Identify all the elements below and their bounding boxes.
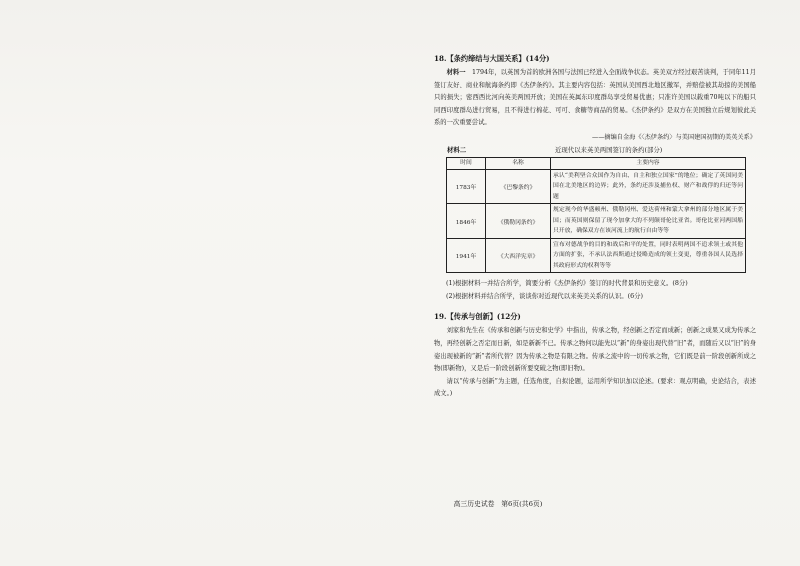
table-cell-name: 《大西洋宪章》 [486, 238, 551, 273]
page-footer: 高三历史试卷 第6页(共6页) [453, 500, 543, 508]
question-18-part-1: (1)根据材料一并结合所学，简要分析《杰伊条约》签订的时代背景和历史意义。(8分) [446, 279, 688, 288]
treaty-table [446, 157, 746, 274]
table-row [447, 238, 746, 273]
table-header-name: 名称 [486, 157, 551, 169]
table-cell-content: 规定现今的华盛顿州、俄勒冈州、爱达荷州和蒙大拿州的部分地区属于美国；而英国则保留了现今加拿大的不列颠哥伦比亚省。哥伦比亚河两国船只开放，确保双方在该河流上的航行自由等等 [551, 204, 746, 239]
table-row [447, 204, 746, 239]
table-row [447, 169, 746, 204]
question-19-heading: 19.【传承与创新】(12分) [434, 312, 521, 322]
material-2-header [434, 145, 756, 155]
table-cell-year: 1783年 [447, 169, 486, 204]
table-cell-name: 《巴黎条约》 [486, 169, 551, 204]
page-content [434, 44, 756, 401]
table-cell-year: 1941年 [447, 238, 486, 273]
table-header-content: 主要内容 [551, 157, 746, 169]
question-18-heading: 18.【条约缔结与大国关系】(14分) [434, 54, 550, 63]
material-1-paragraph [434, 67, 756, 130]
material-2-label: 材料二 [447, 145, 467, 154]
material-1-source: ——摘编自金海《〈杰伊条约〉与美国建国初期的美英关系》 [592, 133, 756, 141]
table-cell-content: 宣布对德战争的目的和战后和平的处置，同时表明两国不追求领土或其他方面的扩张，不承认法西斯通过侵略造成的领土变更，尊重各国人民选择其政府形式的权利等等 [551, 238, 746, 273]
table-cell-name: 《俄勒冈条约》 [486, 204, 551, 239]
material-1-label: 材料一 [446, 69, 466, 76]
material-2-title: 近现代以来英美两国签订的条约(部分) [555, 145, 663, 154]
question-18-part-2: (2)根据材料并结合所学，谈谈你对近现代以来英美关系的认识。(6分) [446, 291, 644, 300]
table-cell-content: 承认“美利坚合众国作为自由、自主和独立国家”的地位；确定了英国同美国在北美地区的边界；此外，条约还涉及捕鱼权、财产和战俘的归还等问题 [551, 169, 746, 204]
table-header-row [447, 157, 746, 169]
material-1-text: 1794年，以英国为首的欧洲各国与法国已经进入全面战争状态。英美双方经过艰苦谈判，于同年11月签订友好、商业和航海条约即《杰伊条约》。其主要内容包括：英国从美国西北地区撤军，并赔偿被其劫掠的美国船只的损失；密西西比河向英美两国开放；美国在英属东印度群岛享受贸易优惠；只准许美国以载重70吨以下的船只同西印度群岛进行贸易，且不得进行棉花、可可、食糖等商品的贸易。《杰伊条约》是双方在美国独立后规划彼此关系的一次重要尝试。 [434, 69, 757, 127]
table-cell-year: 1846年 [447, 204, 486, 239]
question-19-text: 刘家和先生在《传承和创新与历史和史学》中指出，传承之物，经创新之否定而成新；创新之成果又成为传承之物，再经创新之否定而日新，如是新新不已。传承之物何以能先以“新”的身姿出现代替“旧”者，而随后又以“旧”的身姿出现被新的“新”者所代替？因为传承之物是有限之物。传承之流中的一切传承之物，它们既是前一阶段创新所成之物(即新物)，又是后一阶段创新所要变破之物(即旧物)。 [434, 327, 756, 373]
table-header-time: 时间 [447, 157, 486, 169]
question-19-prompt: 请以“传承与创新”为主题，任选角度，自拟论题，运用所学知识加以论述。(要求：观点明确，史论结合，表述成文。) [434, 377, 756, 398]
